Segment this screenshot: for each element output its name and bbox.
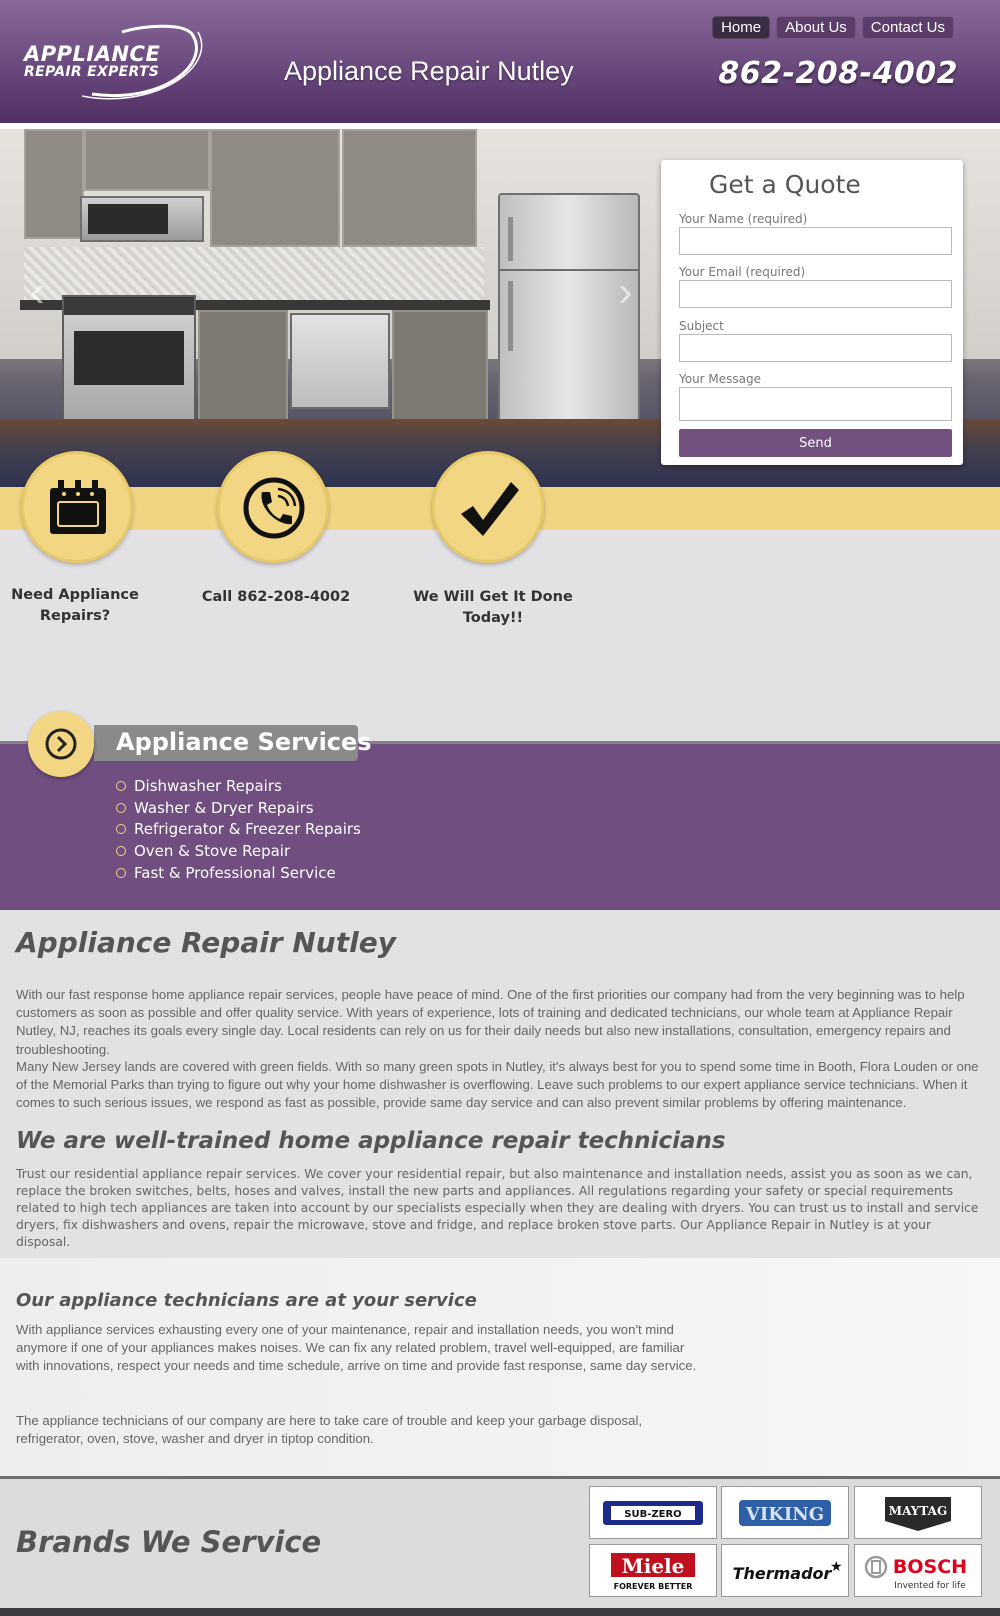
- check-circle-icon: [116, 846, 126, 856]
- services-badge: [28, 711, 94, 777]
- bosch-logo-icon: [862, 1549, 974, 1593]
- logo-text-line1: APPLIANCE: [24, 42, 161, 66]
- brand-name: VIKING: [745, 1503, 825, 1525]
- logo[interactable]: [22, 24, 206, 102]
- slider-next-arrow-icon[interactable]: ›: [618, 267, 633, 316]
- feature-circle-phone: [217, 451, 329, 563]
- content-paragraph-1: With our fast response home appliance repair services, people have peace of mind. One of the first priorities our company had from the very beginning was to help customers as soon as possible and offer quality service. With years of experience, lots of training and dedicated technicians, our whole team at Appliance Repair Nutley, NJ, reaches its goals every single day. Local residents can rely on us for their daily needs but also new installations, consultation, emergency repairs and troubleshooting.: [16, 987, 965, 1057]
- main-nav: [712, 16, 954, 39]
- range-image: [62, 295, 196, 423]
- feature-circle-check: [432, 451, 544, 563]
- email-input[interactable]: [679, 280, 952, 308]
- service-item-label: Dishwasher Repairs: [134, 776, 282, 795]
- brand-logo-maytag[interactable]: [854, 1486, 982, 1539]
- service-item-label: Washer & Dryer Repairs: [134, 798, 314, 817]
- brand-tagline: Invented for life: [894, 1580, 966, 1591]
- message-textarea[interactable]: [679, 387, 952, 421]
- feature-text-call[interactable]: Call 862-208-4002: [201, 589, 351, 605]
- checkmark-icon: [455, 474, 523, 542]
- oven-icon: [44, 474, 112, 542]
- service-item-label: Oven & Stove Repair: [134, 841, 291, 860]
- brand-name: Thermador: [732, 1563, 832, 1583]
- thermador-logo-icon: [730, 1555, 843, 1587]
- phone-icon: [240, 474, 308, 542]
- nav-home[interactable]: Home: [712, 16, 770, 39]
- services-title: Appliance Services: [116, 728, 372, 756]
- services-list: [116, 775, 361, 883]
- brand-logo-thermador[interactable]: [721, 1544, 849, 1597]
- list-item: [116, 775, 361, 797]
- feature-text-done-today: We Will Get It Done Today!!: [413, 589, 573, 626]
- check-circle-icon: [116, 781, 126, 791]
- nav-contact-us[interactable]: Contact Us: [862, 16, 954, 39]
- dishwasher-image: [290, 313, 390, 409]
- content-heading-service: Our appliance technicians are at your service: [16, 1290, 477, 1311]
- check-circle-icon: [116, 824, 126, 834]
- brands-section: [0, 1476, 1000, 1616]
- content-paragraph-4: With appliance services exhausting every one of your maintenance, repair and installation needs, you won't mind anymore if one of your appliances makes noises. We can fix any related problem, travel well-equipped, are familiar with innovations, respect your needs and time schedule, arrive on time and provide fast response, same day service.: [16, 1322, 697, 1374]
- microwave-image: [80, 196, 204, 242]
- subject-input[interactable]: [679, 334, 952, 362]
- miele-logo-icon: [603, 1549, 703, 1593]
- brand-logo-bosch[interactable]: [854, 1544, 982, 1597]
- header-phone[interactable]: 862-208-4002: [718, 56, 958, 91]
- service-item-label: Fast & Professional Service: [134, 863, 336, 882]
- upper-cabinet: [24, 129, 84, 239]
- brand-logo-viking[interactable]: [721, 1486, 849, 1539]
- list-item: [116, 818, 361, 840]
- feature-circle-oven: [21, 451, 133, 563]
- brand-name: BOSCH: [892, 1555, 968, 1578]
- chevron-right-circle-icon: [44, 727, 78, 761]
- brand-logo-miele[interactable]: [589, 1544, 717, 1597]
- email-label: Your Email (required): [679, 265, 806, 279]
- feature-text-need-repairs: Need Appliance Repairs?: [11, 587, 139, 624]
- upper-cabinet: [84, 129, 210, 191]
- brand-tagline: FOREVER BETTER: [613, 1581, 693, 1591]
- list-item: [116, 797, 361, 819]
- brand-name: Miele: [621, 1553, 685, 1578]
- lower-cabinet: [392, 310, 488, 422]
- lower-cabinet: [198, 310, 288, 422]
- subject-label: Subject: [679, 319, 724, 333]
- logo-text-line2: REPAIR EXPERTS: [24, 64, 160, 80]
- site-header: [0, 0, 1000, 123]
- quote-form-title: Get a Quote: [709, 170, 861, 199]
- quote-form: [661, 160, 963, 465]
- check-circle-icon: [116, 803, 126, 813]
- brand-logo-subzero[interactable]: [589, 1486, 717, 1539]
- nav-about-us[interactable]: About Us: [776, 16, 856, 39]
- subzero-logo-icon: [601, 1497, 705, 1529]
- content-paragraph-3: Trust our residential appliance repair services. We cover your residential repair, but also maintenance and installation needs, assist you as soon as we can, replace the broken switches, belts, hoses and valves, install the new parts and appliances. All regulations regarding your safety or special requirements related to high tech appliances are taken into account by our specialists especially when they are dealing with dryers. You can trust us to install and service dryers, fix dishwashers and ovens, repair the microwave, stove and fridge, and replace broken stove parts. Our Appliance Repair in Nutley is at your disposal.: [16, 1167, 979, 1249]
- brands-title: Brands We Service: [16, 1525, 322, 1559]
- content-heading-main: Appliance Repair Nutley: [16, 926, 396, 959]
- content-paragraph-2: Many New Jersey lands are covered with green fields. With so many green spots in Nutley, it's always best for you to spend some time in Booth, Flora Louden or one of the Memorial Parks than trying to figure out why your home dishwasher is overflowing. Leave such problems to our expert appliance service technicians. When it comes to such serious issues, we respond as fast as possible, provide same day service and can also prevent similar problems by offering maintenance.: [16, 1059, 979, 1111]
- send-button[interactable]: Send: [679, 429, 952, 457]
- maytag-logo-icon: [881, 1493, 955, 1533]
- message-label: Your Message: [679, 372, 762, 386]
- brand-name: SUB-ZERO: [624, 1508, 682, 1520]
- upper-cabinet: [210, 129, 340, 247]
- viking-logo-icon: [735, 1496, 835, 1530]
- footer-strip: [0, 1608, 1000, 1616]
- upper-cabinet: [342, 129, 477, 247]
- site-title: Appliance Repair Nutley: [284, 56, 574, 86]
- list-item: [116, 840, 361, 862]
- backsplash: [24, 247, 484, 301]
- content-heading-technicians: We are well-trained home appliance repair technicians: [16, 1128, 726, 1154]
- star-icon: ★: [830, 1558, 843, 1575]
- service-item-label: Refrigerator & Freezer Repairs: [134, 820, 361, 839]
- slider-prev-arrow-icon[interactable]: ‹: [30, 267, 45, 316]
- check-circle-icon: [116, 868, 126, 878]
- content-paragraph-5: The appliance technicians of our company are here to take care of trouble and keep your garbage disposal, refrigerator, oven, stove, washer and dryer in tiptop condition.: [16, 1413, 643, 1447]
- list-item: [116, 862, 361, 884]
- name-input[interactable]: [679, 227, 952, 255]
- name-label: Your Name (required): [679, 212, 808, 226]
- brand-name: MAYTAG: [888, 1503, 948, 1518]
